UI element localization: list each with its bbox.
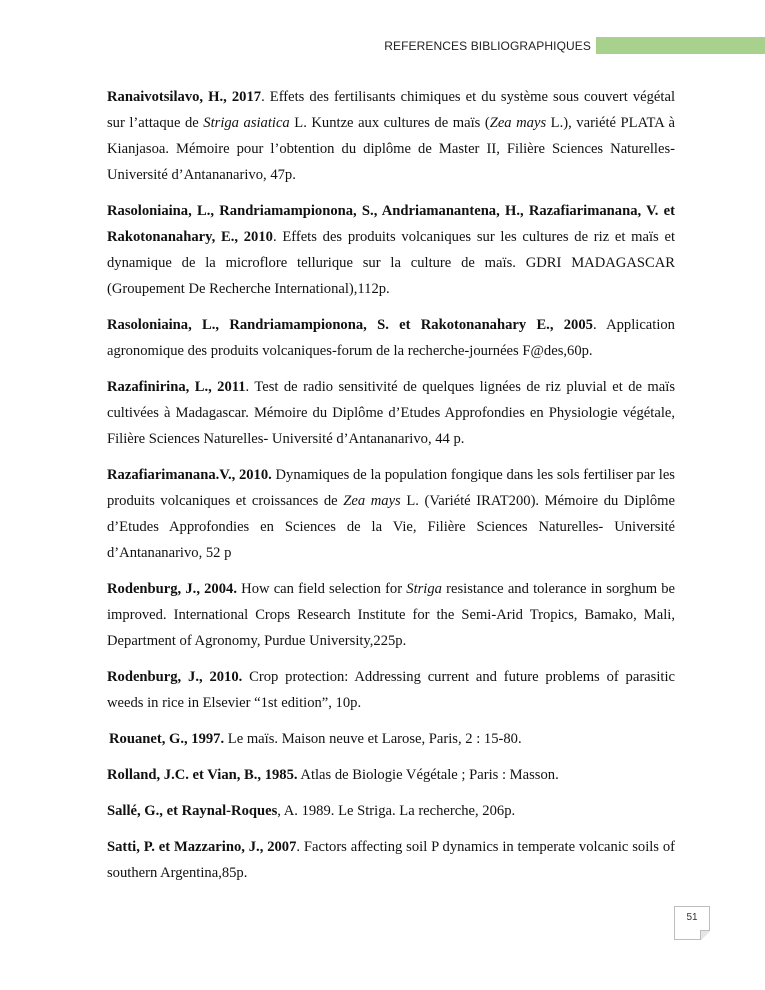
reference-entry: Rasoloniaina, L., Randriamampionona, S. et Rakotonanahary E., 2005. Application agronomique des produits volcaniques-forum de la recherche-journées F@des,60p.: [107, 317, 675, 359]
reference-author: Ranaivotsilavo, H., 2017: [107, 89, 262, 105]
page-header: [0, 37, 765, 55]
species-name: Zea mays: [343, 493, 401, 509]
reference-entry: Satti, P. et Mazzarino, J., 2007. Factors affecting soil P dynamics in temperate volcanic soils of southern Argentina,85p.: [107, 839, 675, 881]
reference-author: Rasoloniaina, L., Randriamampionona, S. et Rakotonanahary E., 2005: [107, 317, 593, 333]
page-curl-icon: [700, 930, 710, 940]
reference-entry: Razafinirina, L., 2011. Test de radio sensitivité de quelques lignées de riz pluvial et de maïs cultivées à Madagascar. Mémoire du Diplôme d’Etudes Approfondies en Physiologie végétale, Filière Sciences Naturelles- Université d’Antananarivo, 44 p.: [107, 379, 675, 447]
reference-entry: Rasoloniaina, L., Randriamampionona, S., Andriamanantena, H., Razafiarimanana, V. et Rakotonanahary, E., 2010. Effets des produits volcaniques sur les cultures de riz et maïs et dynamique de la microflore tellurique sur la culture de maïs. GDRI MADAGASCAR (Groupement De Recherche International),112p.: [107, 203, 676, 297]
reference-entry: Rolland, J.C. et Vian, B., 1985. Atlas de Biologie Végétale ; Paris : Masson.: [107, 767, 559, 783]
reference-entry: Ranaivotsilavo, H., 2017. Effets des fertilisants chimiques et du système sous couvert végétal sur l’attaque de Striga asiatica L. Kuntze aux cultures de maïs (Zea mays L.), variété PLATA à Kianjasoa. Mémoire pour l’obtention du diplôme de Master II, Filière Sciences Naturelles-Université d’Antananarivo, 47p.: [107, 89, 676, 183]
page-number: 51: [686, 912, 698, 923]
reference-author: Satti, P. et Mazzarino, J., 2007: [107, 839, 297, 855]
reference-author: Rouanet, G., 1997.: [109, 731, 225, 747]
reference-author: Razafiarimanana.V., 2010.: [107, 467, 272, 483]
species-name: Striga: [406, 581, 442, 597]
reference-author: Sallé, G., et Raynal-Roques: [107, 803, 278, 819]
reference-entry: Rodenburg, J., 2010. Crop protection: Addressing current and future problems of parasitic weeds in rice in Elsevier “1st edition”, 10p.: [107, 669, 675, 711]
header-title: REFERENCES BIBLIOGRAPHIQUES: [384, 39, 591, 53]
reference-author: Razafinirina, L., 2011: [107, 379, 246, 395]
reference-entry: Rodenburg, J., 2004. How can field selection for Striga resistance and tolerance in sorghum be improved. International Crops Research Institute for the Semi-Arid Tropics, Bamako, Mali, Department of Agronomy, Purdue University,225p.: [107, 581, 675, 649]
reference-author: Rasoloniaina, L., Randriamampionona, S., Andriamanantena, H., Razafiarimanana, V. et Rakotonanahary, E., 2010: [107, 203, 675, 245]
page-number-box: [674, 906, 710, 940]
species-name: Zea mays: [489, 115, 547, 131]
header-accent-bar: [596, 37, 765, 54]
reference-entry: Razafiarimanana.V., 2010. Dynamiques de la population fongique dans les sols fertiliser par les produits volcaniques et croissances de Zea mays L. (Variété IRAT200). Mémoire du Diplôme d’Etudes Approfondies en Sciences de la Vie, Filière Sciences Naturelles- Université d’Antananarivo, 52 p: [107, 467, 675, 561]
references-list: [107, 84, 675, 896]
reference-author: Rodenburg, J., 2010.: [107, 669, 243, 685]
reference-entry: Rouanet, G., 1997. Le maïs. Maison neuve et Larose, Paris, 2 : 15-80.: [109, 731, 522, 747]
reference-entry: Sallé, G., et Raynal-Roques, A. 1989. Le Striga. La recherche, 206p.: [107, 803, 516, 819]
species-name: Striga asiatica: [203, 115, 290, 131]
reference-author: Rolland, J.C. et Vian, B., 1985.: [107, 767, 298, 783]
reference-author: Rodenburg, J., 2004.: [107, 581, 237, 597]
